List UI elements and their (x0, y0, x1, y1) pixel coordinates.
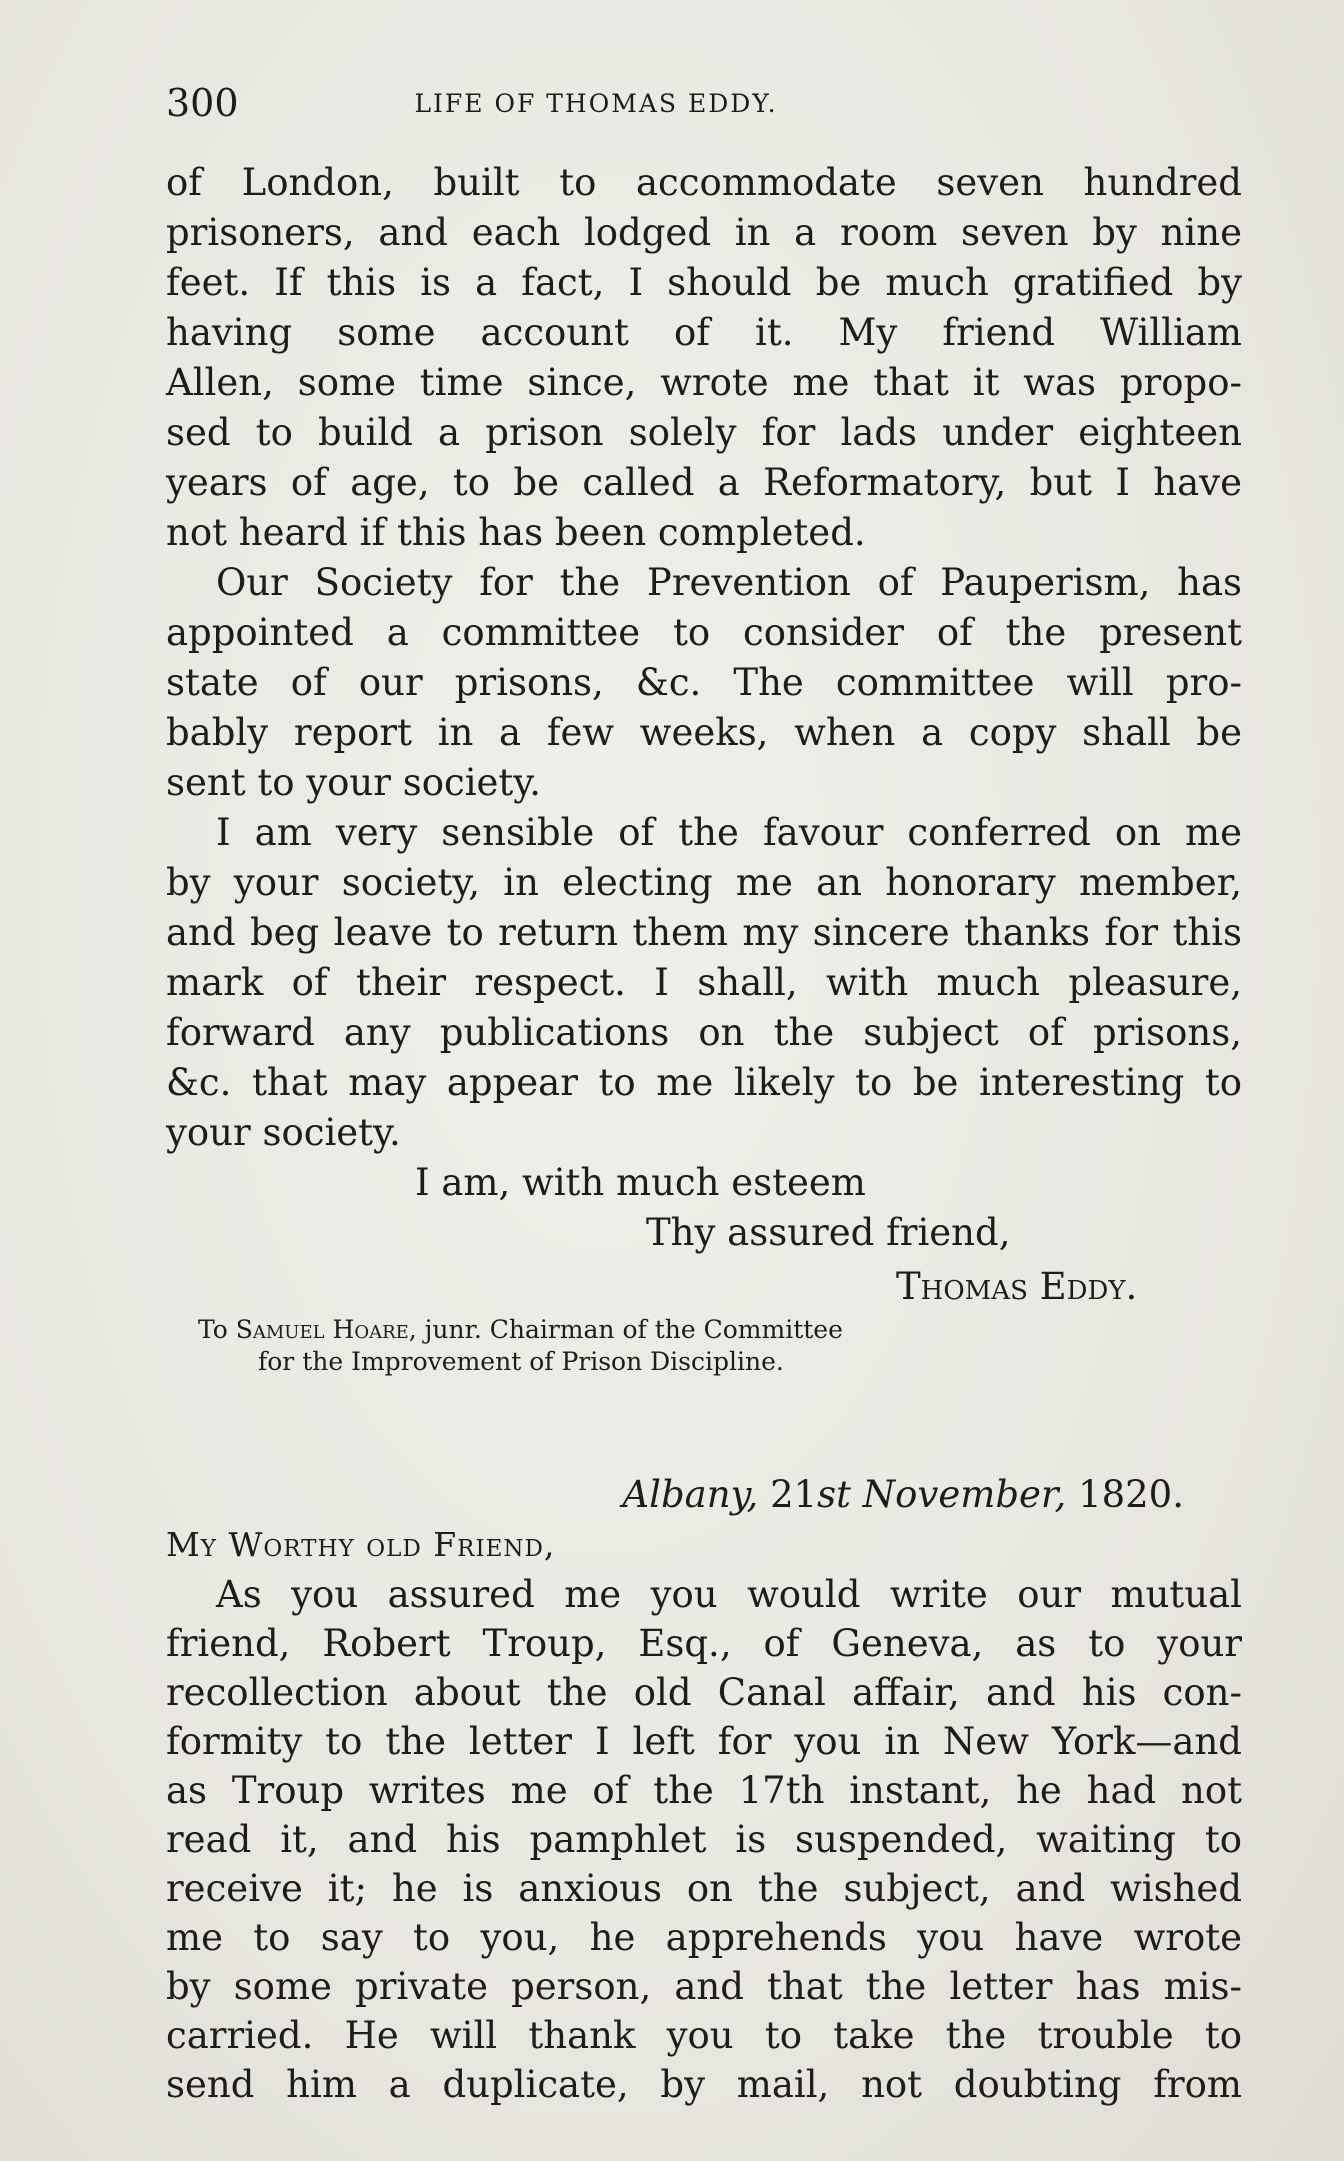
text-line: state of our prisons, &c. The committee will pro- (166, 661, 1242, 704)
page-header (166, 78, 1242, 128)
dateline-place: Albany, (622, 1473, 759, 1516)
text-line: and beg leave to return them my sincere thanks for this (166, 911, 1242, 954)
text-line: send him a duplicate, by mail, not doubting from (166, 2063, 1242, 2106)
text-line: &c. that may appear to me likely to be interesting to (166, 1061, 1242, 1104)
letter-closing: I am, with much esteem (415, 1161, 866, 1204)
text-line: your society. (166, 1111, 401, 1154)
addressee-committee: for the Improvement of Prison Discipline. (258, 1347, 784, 1376)
addressee-name: Samuel Hoare, (235, 1315, 417, 1344)
text-line: friend, Robert Troup, Esq., of Geneva, as to your (166, 1622, 1242, 1665)
addressee-title: junr. Chairman of the Committee (424, 1315, 843, 1344)
dateline-day-suffix: st (817, 1473, 852, 1516)
letter-two-salutation: My Worthy old Friend, (166, 1525, 556, 1564)
text-line: receive it; he is anxious on the subject, and wished (166, 1867, 1242, 1910)
text-line: years of age, to be called a Reformatory, but I have (166, 461, 1242, 504)
dateline-year: 1820. (1078, 1473, 1184, 1516)
letter-two-body (166, 1570, 1242, 2109)
letter-addressee (198, 1314, 843, 1378)
text-line: Allen, some time since, wrote me that it was propo- (166, 361, 1242, 404)
text-line: as Troup writes me of the 17th instant, he had not (166, 1769, 1242, 1812)
text-line: having some account of it. My friend William (166, 311, 1242, 354)
text-line: of London, built to accommodate seven hundred (166, 161, 1242, 204)
text-line: carried. He will thank you to take the trouble to (166, 2014, 1242, 2057)
text-line: As you assured me you would write our mutual (216, 1573, 1242, 1616)
running-title: LIFE OF THOMAS EDDY. (414, 89, 778, 118)
dateline-day: 21 (770, 1473, 818, 1516)
letter-two-dateline (622, 1470, 1184, 1520)
text-line: prisoners, and each lodged in a room seven by nine (166, 211, 1242, 254)
text-line: read it, and his pamphlet is suspended, waiting to (166, 1818, 1242, 1861)
text-line: not heard if this has been completed. (166, 511, 866, 554)
text-line: appointed a committee to consider of the present (166, 611, 1242, 654)
text-line: by your society, in electing me an honorary member, (166, 861, 1242, 904)
text-line: I am very sensible of the favour conferred on me (216, 811, 1242, 854)
text-line: sent to your society. (166, 761, 542, 804)
addressee-prefix: To (198, 1315, 228, 1344)
letter-signature: Thomas Eddy. (896, 1265, 1138, 1308)
text-line: mark of their respect. I shall, with much pleasure, (166, 961, 1242, 1004)
page-number: 300 (166, 81, 239, 125)
text-line: sed to build a prison solely for lads under eighteen (166, 411, 1242, 454)
text-line: formity to the letter I left for you in New York—and (166, 1720, 1242, 1763)
letter-one-body (166, 158, 1242, 1158)
text-line: me to say to you, he apprehends you have wrote (166, 1916, 1242, 1959)
text-line: recollection about the old Canal affair, and his con- (166, 1671, 1242, 1714)
text-line: feet. If this is a fact, I should be much gratified by (166, 261, 1242, 304)
dateline-month: November, (862, 1473, 1067, 1516)
text-line: by some private person, and that the letter has mis- (166, 1965, 1242, 2008)
text-line: forward any publications on the subject of prisons, (166, 1011, 1242, 1054)
text-line: bably report in a few weeks, when a copy shall be (166, 711, 1242, 754)
letter-valediction: Thy assured friend, (646, 1211, 1011, 1254)
text-line: Our Society for the Prevention of Pauperism, has (216, 561, 1242, 604)
